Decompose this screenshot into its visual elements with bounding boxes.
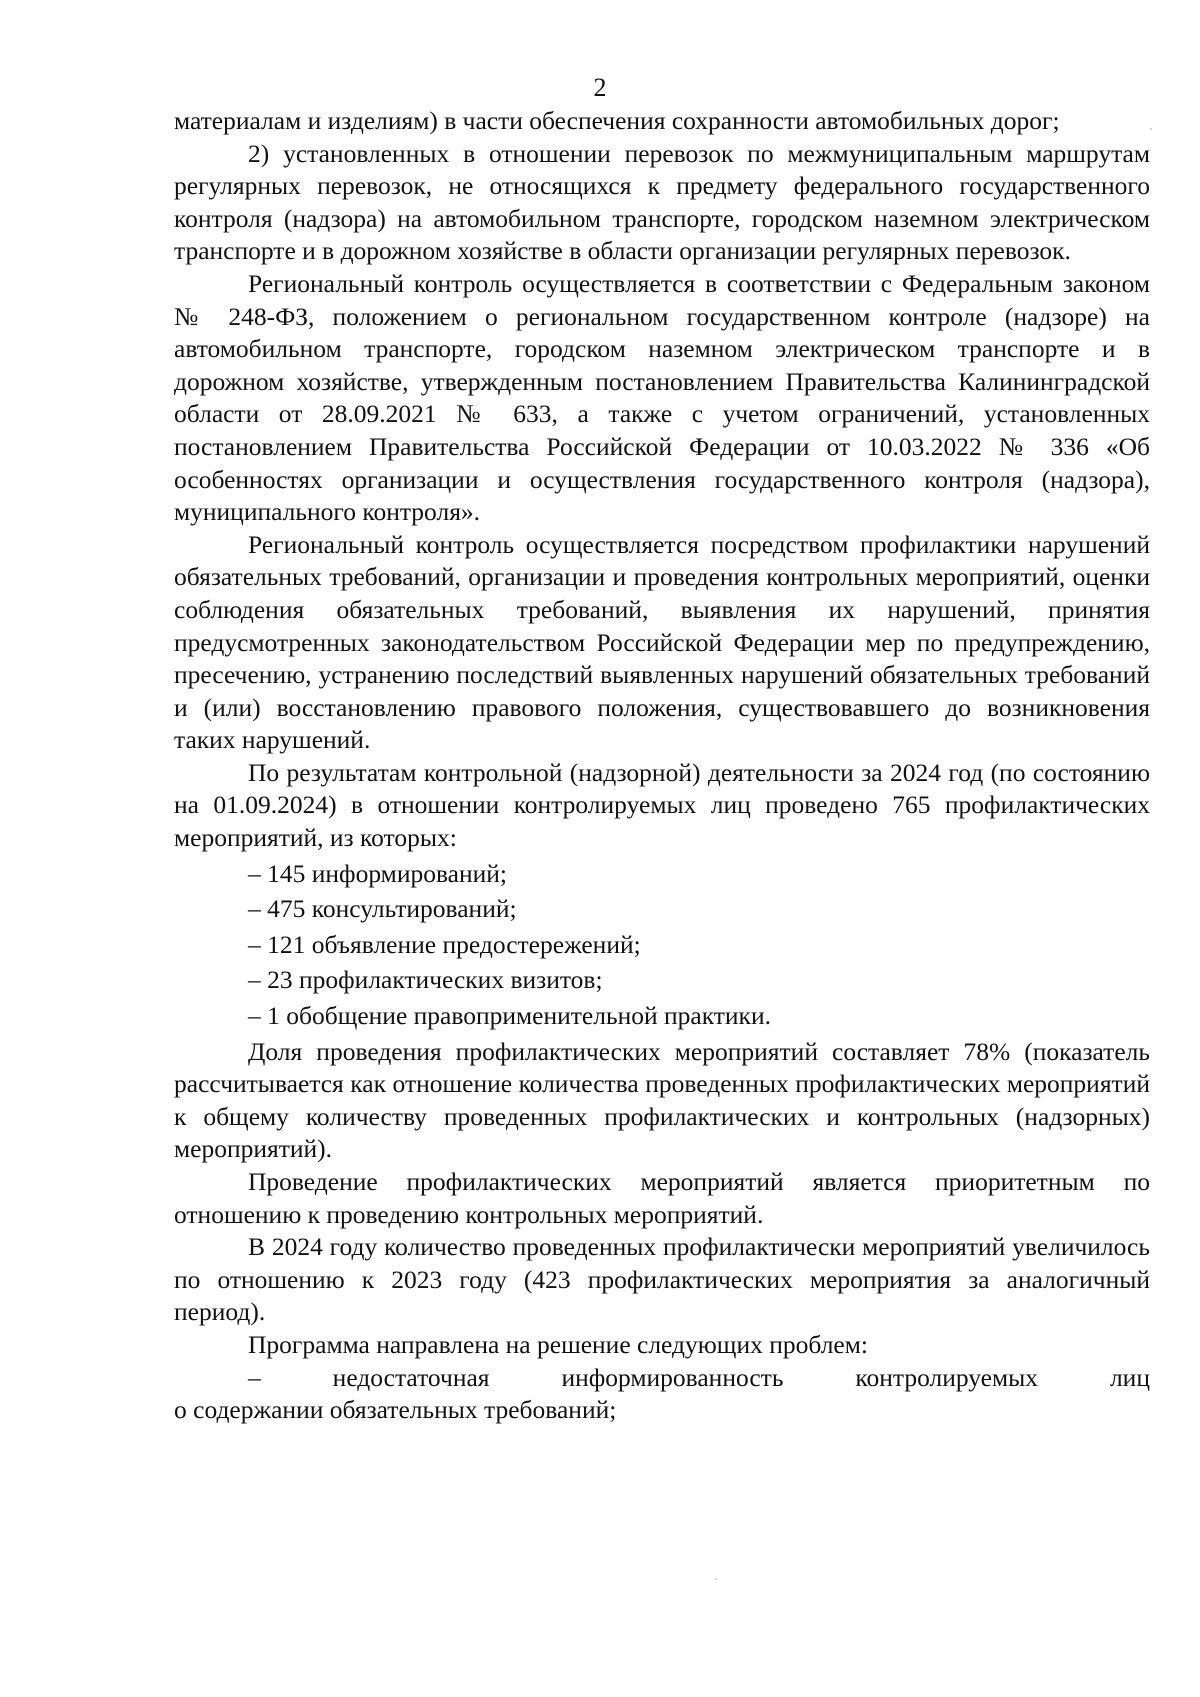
problem-word: информированность: [561, 1362, 784, 1392]
paragraph-item-2: 2) установленных в отношении перевозок по межмуниципальным маршрутам регулярных перевозок, не относящихся к предмету федерального государственного контроля (надзора) на автомобильном транспорте, городском наземном электрическом транспорте и в дорожном хозяйстве в области организации регулярных перевозок.: [174, 138, 1150, 266]
paragraph-results-2024: По результатам контрольной (надзорной) деятельности за 2024 год (по состоянию на 01.09.2024) в отношении контролируемых лиц проведено 765 профилактических мероприятий, из которых:: [174, 757, 1150, 853]
paragraph-share-78: Доля проведения профилактических мероприятий составляет 78% (показатель рассчитывается как отношение количества проведенных профилактических мероприятий к общему количеству проведенных профилактических и контрольных (надзорных) мероприятий).: [174, 1036, 1150, 1164]
list-item: – 145 информирований;: [248, 858, 508, 888]
list-item: – 23 профилактических визитов;: [248, 965, 603, 995]
paragraph-legal-basis: Региональный контроль осуществляется в соответствии с Федеральным законом № 248-ФЗ, положением о региональном государственном контроле (надзоре) на автомобильном транспорте, городском наземном электрическом транспорте и в дорожном хозяйстве, утвержденным постановлением Правительства Калининградской области от 28.09.2021 № 633, а также с учетом ограничений, установленных постановлением Правительства Российской Федерации от 10.03.2022 № 336 «Об особенностях организации и осуществления государственного контроля (надзора), муниципального контроля».: [174, 268, 1150, 527]
paragraph-comparison-2023: В 2024 году количество проведенных профилактически мероприятий увеличилось по отношению к 2023 году (423 профилактических мероприятия за аналогичный период).: [174, 1232, 1150, 1327]
problem-continuation: о содержании обязательных требований;: [174, 1395, 617, 1425]
paragraph-program-goals: Программа направлена на решение следующих проблем:: [248, 1329, 868, 1359]
problem-word: –: [248, 1362, 261, 1392]
problem-word: лиц: [1109, 1362, 1150, 1392]
paragraph-control-methods: Региональный контроль осуществляется посредством профилактики нарушений обязательных требований, организации и проведения контрольных мероприятий, оценки соблюдения обязательных требований, выявления их нарушений, принятия предусмотренных законодательством Российской Федерации мер по предупреждению, пресечению, устранению последствий выявленных нарушений обязательных требований и (или) восстановлению правового положения, существовавшего до возникновения таких нарушений.: [174, 529, 1150, 755]
document-body: [174, 105, 1150, 1427]
scan-speck: [1150, 128, 1152, 130]
problem-word: контролируемых: [855, 1362, 1039, 1392]
page-number: 2: [593, 73, 607, 102]
problem-word: недостаточная: [332, 1362, 490, 1392]
paragraph-priority: Проведение профилактических мероприятий является приоритетным по отношению к проведению контрольных мероприятий.: [174, 1167, 1150, 1229]
list-item: – 475 консультирований;: [248, 894, 517, 924]
scan-speck: [715, 1578, 717, 1580]
list-item: – 121 объявление предостережений;: [248, 929, 641, 959]
measures-list: [174, 858, 1150, 1033]
problems-list-item: [174, 1362, 1150, 1395]
paragraph-continuation: материалам и изделиям) в части обеспечения сохранности автомобильных дорог;: [174, 106, 1060, 135]
list-item: – 1 обобщение правоприменительной практики.: [248, 1001, 771, 1031]
